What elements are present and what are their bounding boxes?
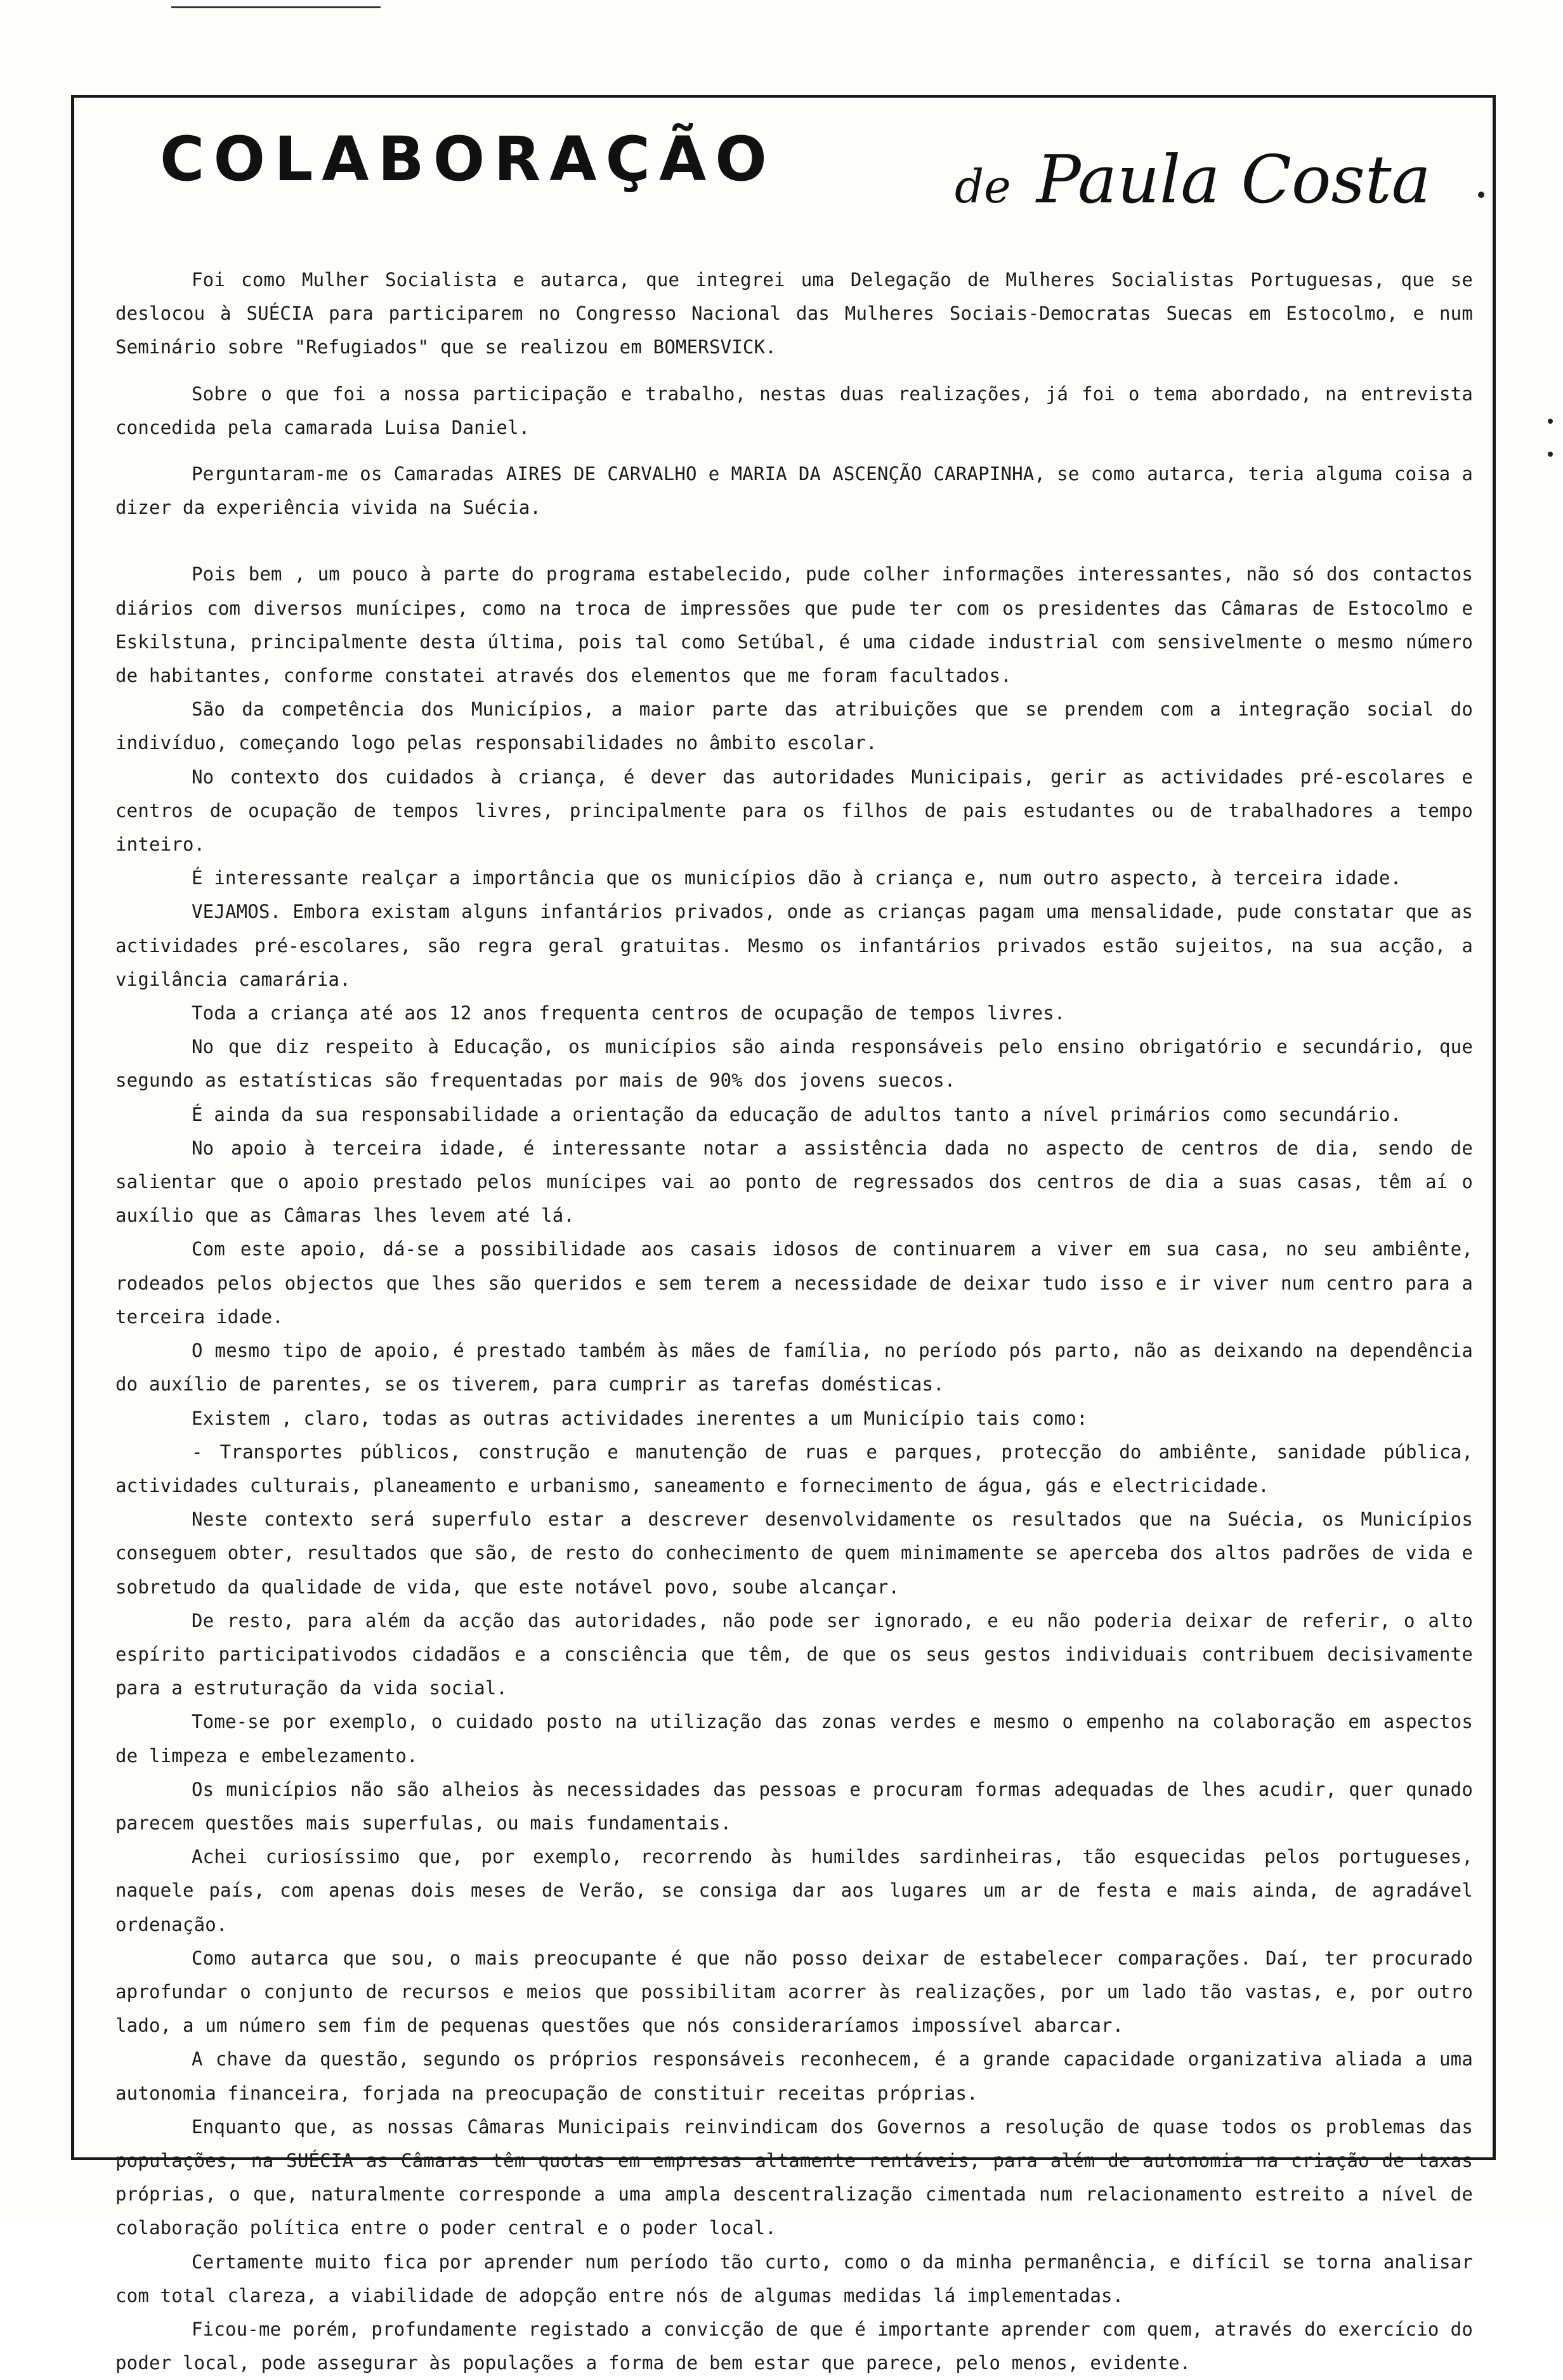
paragraph: - Transportes públicos, construção e manutenção de ruas e parques, protecção do ambiênte, sanidade pública, actividades culturais, planeamento e urbanismo, saneamento e fornecimento de água, gás e electricidade.: [115, 1441, 1473, 1496]
paragraph: Achei curiosíssimo que, por exemplo, recorrendo às humildes sardinheiras, tão esquecidas pelos portugueses, naquele país, com apenas dois meses de Verão, se consiga dar aos lugares um ar de festa e mais ainda, de agradável ordenação.: [115, 1846, 1473, 1935]
margin-dot: [1548, 452, 1553, 457]
paragraph: Toda a criança até aos 12 anos frequenta centros de ocupação de tempos livres.: [192, 1002, 1066, 1024]
paragraph: De resto, para além da acção das autoridades, não pode ser ignorado, e eu não poderia deixar de referir, o alto espírito participativodos cidadãos e a consciência que têm, de que os seus gestos individuais contribuem decisivamente para a estruturação da vida social.: [115, 1609, 1473, 1699]
top-rule: [171, 6, 381, 8]
paragraph: O mesmo tipo de apoio, é prestado também às mães de família, no período pós parto, não as deixando na dependência do auxílio de parentes, se os tiverem, para cumprir as tarefas domésticas.: [115, 1340, 1473, 1396]
section-title: COLABORAÇÃO: [160, 124, 776, 195]
paragraph: Com este apoio, dá-se a possibilidade aos casais idosos de continuarem a viver em sua casa, no seu ambiênte, rodeados pelos objectos que lhes são queridos e sem terem a necessidade de deixar tudo isso e ir viver num centro para a terceira idade.: [115, 1238, 1473, 1328]
paragraph: É ainda da sua responsabilidade a orientação da educação de adultos tanto a nível primários como secundário.: [192, 1103, 1402, 1125]
paragraph: Neste contexto será superfulo estar a descrever desenvolvidamente os resultados que na Suécia, os Municípios conseguem obter, resultados que são, de resto do conhecimento de quem minimamente se aperceba dos altos padrões de vida e sobretudo da qualidade de vida, que este notável povo, soube alcançar.: [115, 1508, 1473, 1598]
paragraph: Ficou-me porém, profundamente registado a convicção de que é importante aprender com quem, através do exercício do poder local, pode assegurar às populações a forma de bem estar que parece, pelo menos, evidente.: [115, 2318, 1473, 2374]
paragraph: No contexto dos cuidados à criança, é dever das autoridades Municipais, gerir as actividades pré-escolares e centros de ocupação de tempos livres, principalmente para os filhos de pais estudantes ou de trabalhadores a tempo inteiro.: [115, 766, 1473, 856]
paragraph: Pois bem , um pouco à parte do programa estabelecido, pude colher informações interessantes, não só dos contactos diários com diversos munícipes, como na troca de impressões que pude ter com os presidentes das Câmaras de Estocolmo e Eskilstuna, principalmente desta última, pois tal como Setúbal, é uma cidade industrial com sensivelmente o mesmo número de habitantes, conforme constatei através dos elementos que me foram facultados.: [115, 563, 1473, 687]
paragraph: Como autarca que sou, o mais preocupante é que não posso deixar de estabelecer comparações. Daí, ter procurado aprofundar o conjunto de recursos e meios que possibilitam acorrer às realizações, por um lado tão vastas, e, por outro lado, a um número sem fim de pequenas questões que nós consideraríamos impossível abarcar.: [115, 1947, 1473, 2037]
article-body: [115, 263, 1473, 2380]
margin-dot: [1548, 419, 1553, 424]
paragraph: Enquanto que, as nossas Câmaras Municipais reinvindicam dos Governos a resolução de quase todos os problemas das populações, na SUÉCIA as Câmaras têm quotas em empresas altamente rentáveis, para além de autonomia na criação de taxas próprias, o que, naturalmente corresponde a uma ampla descentralização cimentada num relacionamento estreito a nível de colaboração política entre o poder central e o poder local.: [115, 2115, 1473, 2239]
paragraph: Os municípios não são alheios às necessidades das pessoas e procuram formas adequadas de lhes acudir, quer qunado parecem questões mais superfulas, ou mais fundamentais.: [115, 1778, 1473, 1834]
paragraph: São da competência dos Municípios, a maior parte das atribuições que se prendem com a integração social do indivíduo, começando logo pelas responsabilidades no âmbito escolar.: [115, 698, 1473, 754]
paragraph: VEJAMOS. Embora existam alguns infantários privados, onde as crianças pagam uma mensalidade, pude constatar que as actividades pré-escolares, são regra geral gratuitas. Mesmo os infantários privados estão sujeitos, na sua acção, a vigilância camarária.: [115, 901, 1473, 990]
paragraph: No que diz respeito à Educação, os municípios são ainda responsáveis pelo ensino obrigatório e secundário, que segundo as estatísticas são frequentadas por mais de 90% dos jovens suecos.: [115, 1036, 1473, 1092]
author-signature: de Paula Costa: [955, 141, 1431, 218]
paragraph: Existem , claro, todas as outras actividades inerentes a um Município tais como:: [192, 1407, 1088, 1429]
margin-dot: [1478, 192, 1484, 198]
paragraph: Sobre o que foi a nossa participação e trabalho, nestas duas realizações, já foi o tema abordado, na entrevista concedida pela camarada Luisa Daniel.: [115, 383, 1473, 438]
paragraph: A chave da questão, segundo os próprios responsáveis reconhecem, é a grande capacidade organizativa aliada a uma autonomia financeira, forjada na preocupação de constituir receitas próprias.: [115, 2048, 1473, 2104]
paragraph: Certamente muito fica por aprender num período tão curto, como o da minha permanência, e difícil se torna analisar com total clareza, a viabilidade de adopção entre nós de algumas medidas lá implementadas.: [115, 2251, 1473, 2306]
paragraph: Tome-se por exemplo, o cuidado posto na utilização das zonas verdes e mesmo o empenho na colaboração em aspectos de limpeza e embelezamento.: [115, 1711, 1473, 1767]
paragraph: É interessante realçar a importância que os municípios dão à criança e, num outro aspecto, à terceira idade.: [192, 867, 1402, 889]
paragraph: Foi como Mulher Socialista e autarca, que integrei uma Delegação de Mulheres Socialistas Portuguesas, que se deslocou à SUÉCIA para participarem no Congresso Nacional das Mulheres Sociais-Democratas Suecas em Estocolmo, e num Seminário sobre "Refugiados" que se realizou em BOMERSVICK.: [115, 269, 1473, 358]
paragraph: Perguntaram-me os Camaradas AIRES DE CARVALHO e MARIA DA ASCENÇÃO CARAPINHA, se como autarca, teria alguma coisa a dizer da experiência vivida na Suécia.: [115, 463, 1473, 519]
paragraph: No apoio à terceira idade, é interessante notar a assistência dada no aspecto de centros de dia, sendo de salientar que o apoio prestado pelos munícipes vai ao ponto de regressados dos centros de dia a suas casas, têm aí o auxílio que as Câmaras lhes levem até lá.: [115, 1137, 1473, 1227]
